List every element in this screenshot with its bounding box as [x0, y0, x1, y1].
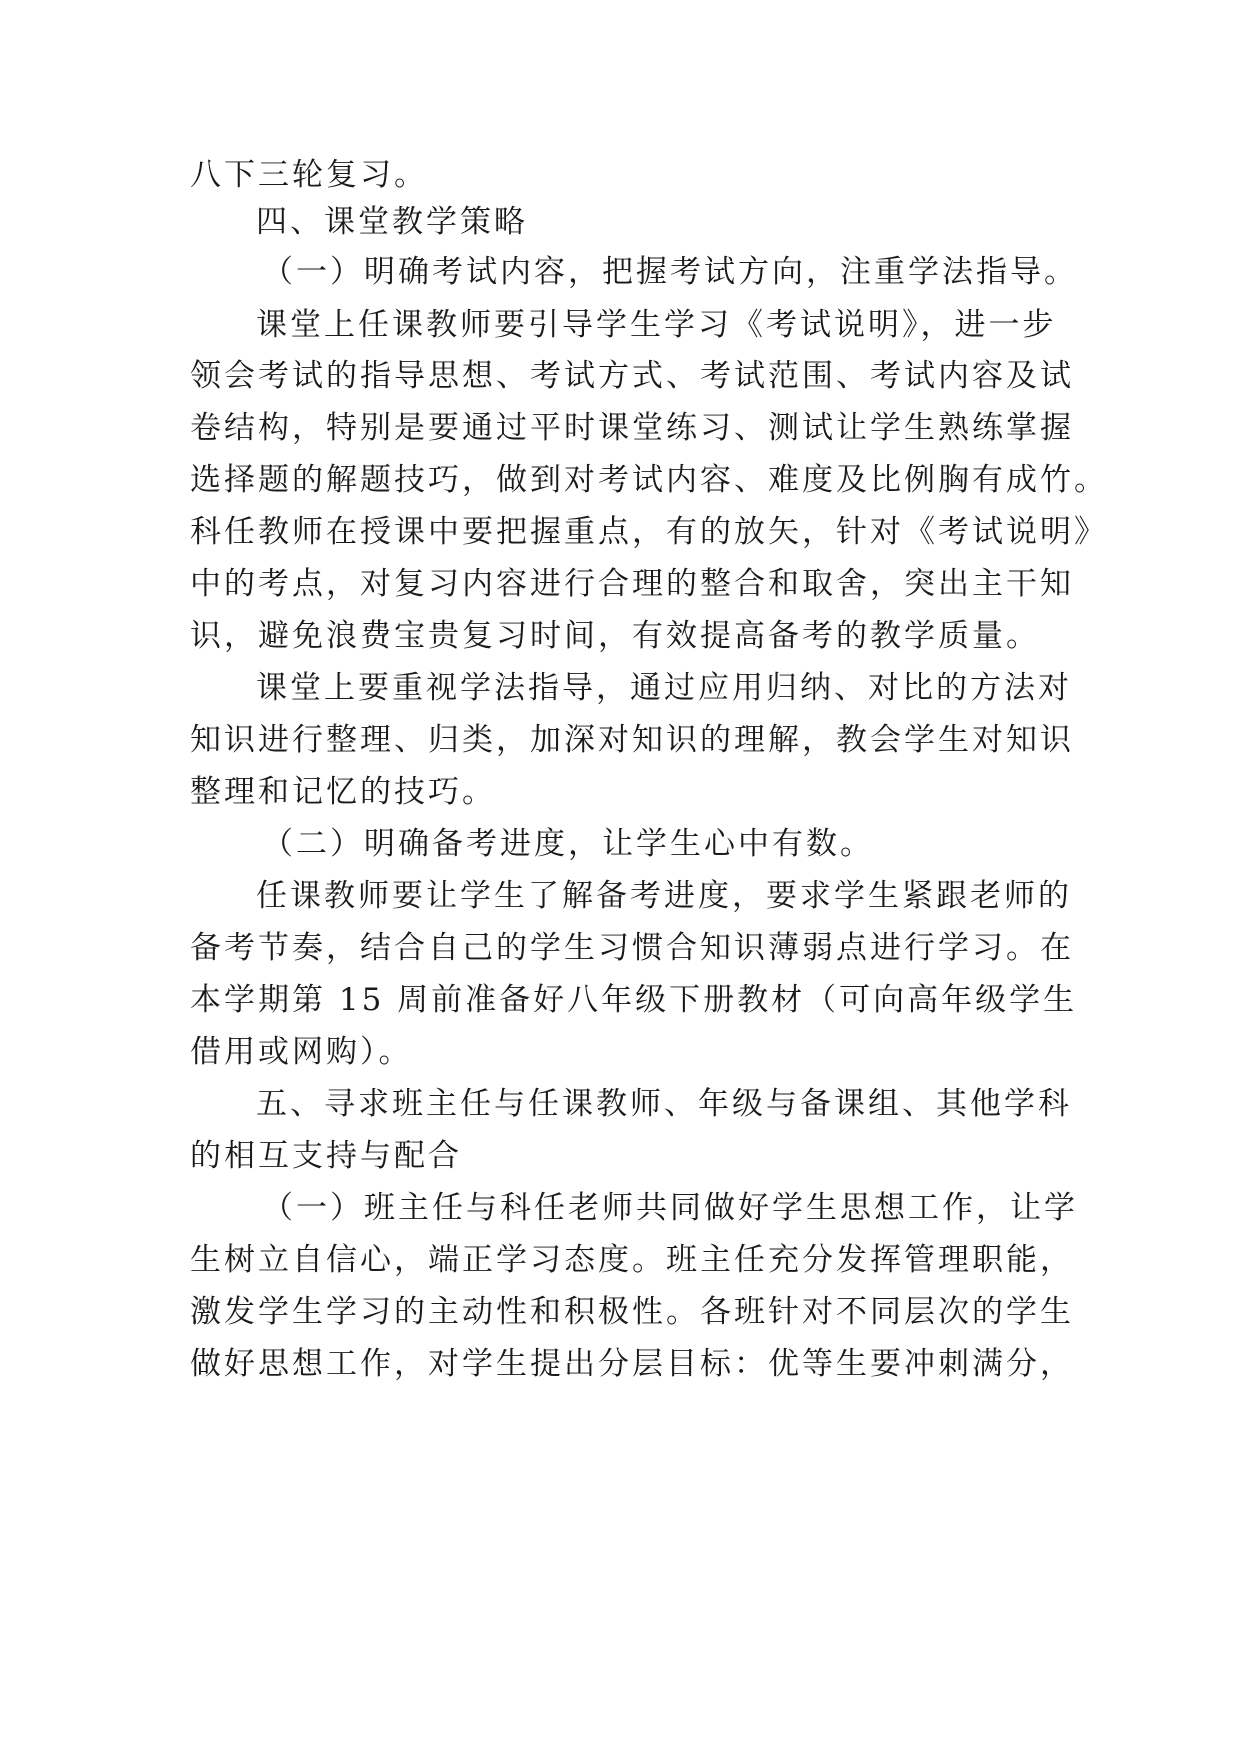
- text-line: 任课教师要让学生了解备考进度，要求学生紧跟老师的: [256, 878, 1072, 914]
- text-line: 借用或网购）。: [190, 1034, 413, 1070]
- text-line: 卷结构，特别是要通过平时课堂练习、测试让学生熟练掌握: [190, 410, 1074, 446]
- text-line: 识，避免浪费宝贵复习时间，有效提高备考的教学质量。: [190, 618, 1040, 654]
- section-heading: 五、寻求班主任与任课教师、年级与备课组、其他学科: [256, 1086, 1072, 1122]
- section-heading: 四、课堂教学策略: [256, 204, 528, 240]
- text-line: 激发学生学习的主动性和积极性。各班针对不同层次的学生: [190, 1294, 1074, 1330]
- text-line: 课堂上任课教师要引导学生学习《考试说明》，进一步: [256, 307, 1057, 343]
- text-line: 课堂上要重视学法指导，通过应用归纳、对比的方法对: [256, 670, 1072, 706]
- subsection-heading: （二）明确备考进度，让学生心中有数。: [262, 826, 874, 862]
- text-line: 八下三轮复习。: [190, 157, 428, 193]
- text-line: 生树立自信心，端正学习态度。班主任充分发挥管理职能，: [190, 1242, 1074, 1278]
- text-line: 做好思想工作，对学生提出分层目标：优等生要冲刺满分，: [190, 1346, 1074, 1382]
- text-line: 中的考点，对复习内容进行合理的整合和取舍，突出主干知: [190, 566, 1074, 602]
- section-heading-continuation: 的相互支持与配合: [190, 1138, 462, 1174]
- subsection-heading: （一）班主任与科任老师共同做好学生思想工作，让学: [262, 1190, 1078, 1226]
- subsection-heading: （一）明确考试内容，把握考试方向，注重学法指导。: [262, 254, 1078, 290]
- text-line: 科任教师在授课中要把握重点，有的放矢，针对《考试说明》: [190, 514, 1108, 550]
- text-line: 领会考试的指导思想、考试方式、考试范围、考试内容及试: [190, 358, 1074, 394]
- text-line: 备考节奏，结合自己的学生习惯合知识薄弱点进行学习。在: [190, 930, 1074, 966]
- text-line: 本学期第 15 周前准备好八年级下册教材（可向高年级学生: [190, 982, 1078, 1018]
- text-line: 整理和记忆的技巧。: [190, 774, 496, 810]
- text-line: 知识进行整理、归类，加深对知识的理解，教会学生对知识: [190, 722, 1074, 758]
- text-line: 选择题的解题技巧，做到对考试内容、难度及比例胸有成竹。: [190, 462, 1108, 498]
